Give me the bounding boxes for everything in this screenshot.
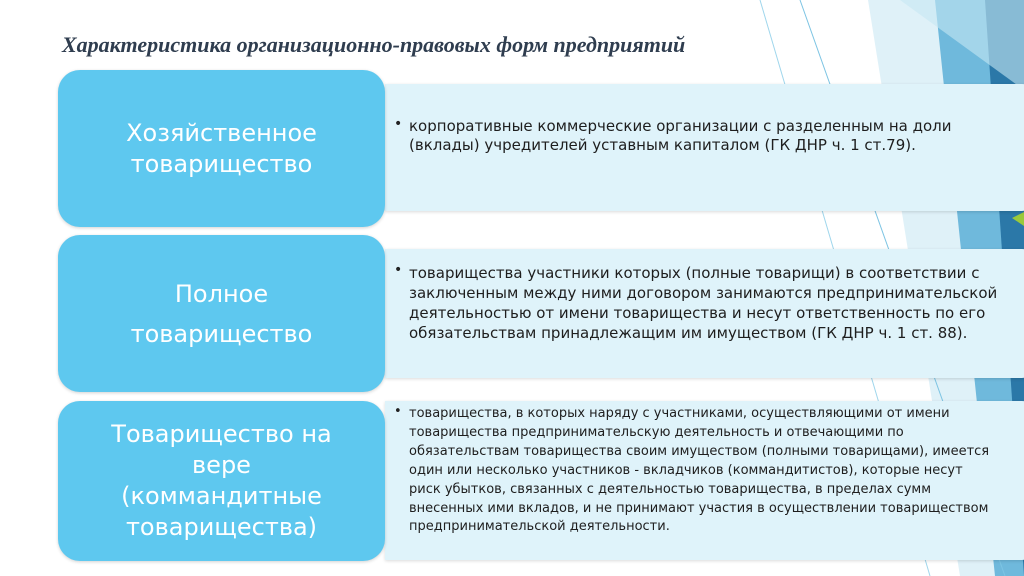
- description-panel: [385, 401, 1024, 560]
- description-panel: [385, 249, 1024, 378]
- description-text: корпоративные коммерческие организации с разделенным на доли (вклады) учредителей уставным капиталом (ГК ДНР ч. 1 ст.79).: [409, 117, 952, 154]
- category-box: [58, 70, 385, 227]
- description-text: товарищества, в которых наряду с участниками, осуществляющими от имени товарищества предпринимательскую деятельность и отвечающими по обязательствам товарищества своим имуществом (полными товарищами), имеется один или несколько участников - вкладчиков (коммандитистов), которые несут риск убытков, связанных с деятельностью товарищества, в пределах сумм внесенных ими вкладов, и не принимают участия в осуществлении товариществом предпринимательской деятельности.: [409, 406, 990, 535]
- category-box: [58, 235, 385, 392]
- category-label: Товарищество на вере (коммандитные товарищества): [111, 420, 332, 541]
- bullet-icon: •: [394, 116, 403, 132]
- slide-title: Характеристика организационно-правовых форм предприятий: [62, 32, 686, 57]
- bullet-icon: •: [394, 404, 402, 419]
- bullet-icon: •: [394, 262, 403, 278]
- description-panel: [385, 84, 1024, 211]
- category-label: Полное товарищество: [130, 279, 313, 348]
- category-box: [58, 401, 385, 561]
- category-label: Хозяйственное товарищество: [126, 118, 317, 178]
- description-text: товарищества участники которых (полные товарищи) в соответствии с заключенным между ними договором занимаются предпринимательской деятельностью от имени товарищества и несут ответственность по его обязательствам принадлежащим им имуществом (ГК ДНР ч. 1 ст. 88).: [409, 264, 998, 342]
